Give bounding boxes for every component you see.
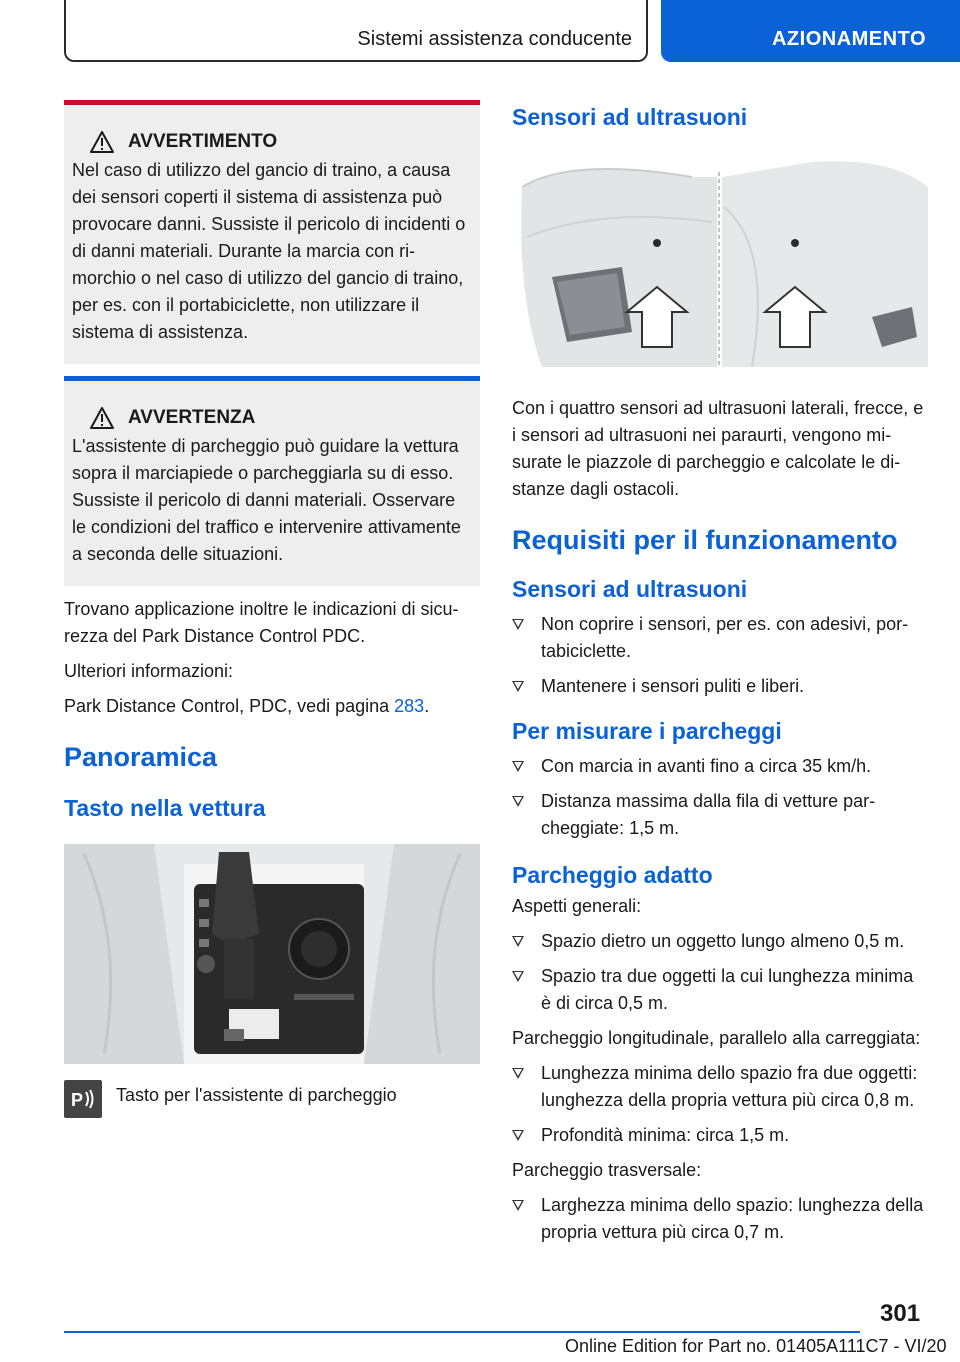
triangle-bullet-icon	[512, 796, 524, 807]
svg-text:P: P	[71, 1090, 84, 1110]
parallel-list	[512, 1060, 928, 1149]
right-column	[512, 100, 928, 1246]
header-chapter-tab	[661, 0, 960, 62]
sensors-description: Con i quattro sensori ad ultrasuoni laterali, frecce, e i sensori ad ultrasuoni nei paraurti, vengono misurate le piazzole di parcheggio e calcolate le distanze dagli ostacoli.	[512, 398, 924, 499]
list-item	[512, 928, 928, 955]
edition-info: Online Edition for Part no. 01405A111C7 - VI/20	[565, 1336, 947, 1356]
sensors-list	[512, 611, 928, 700]
triangle-bullet-icon	[512, 761, 524, 772]
header-section-tab	[64, 0, 648, 62]
car-sensors-image	[512, 147, 928, 367]
notice-box-blue	[64, 376, 480, 586]
requirements-heading: Requisiti per il funzionamento	[512, 525, 898, 555]
list-item-text: Mantenere i sensori puliti e liberi.	[541, 676, 805, 696]
more-info-label: Ulteriori informazioni:	[64, 661, 234, 681]
header-chapter-title: AZIONAMENTO	[771, 28, 926, 50]
warning-box-red	[64, 100, 480, 364]
notice-title-row	[72, 407, 470, 429]
warning-triangle-icon	[90, 131, 114, 153]
center-console-illustration	[64, 844, 480, 1064]
list-item-text: Larghezza minima dello spazio: lunghezza della propria vettura più circa 0,7 m.	[541, 1195, 924, 1242]
list-item-text: Profondità minima: circa 1,5 m.	[541, 1125, 790, 1145]
list-item	[512, 788, 928, 842]
page-number: 301	[880, 1300, 921, 1327]
park-assist-icon	[64, 1080, 102, 1118]
measure-heading: Per misurare i parcheggi	[512, 718, 782, 744]
general-label: Aspetti generali:	[512, 896, 642, 916]
list-item-text: Non coprire i sensori, per es. con adesivi, portabiciclette.	[541, 614, 909, 661]
car-sensors-illustration	[512, 147, 928, 367]
list-item	[512, 963, 928, 1017]
sensors-heading: Sensori ad ultrasuoni	[512, 104, 748, 130]
list-item-text: Spazio tra due oggetti la cui lunghezza minima è di circa 0,5 m.	[541, 966, 914, 1013]
list-item	[512, 753, 928, 780]
general-list	[512, 928, 928, 1017]
list-item	[512, 611, 928, 665]
overview-heading: Panoramica	[64, 742, 218, 772]
triangle-bullet-icon	[512, 619, 524, 630]
header-section-title: Sistemi assistenza conducente	[357, 28, 632, 50]
notice-text: L'assistente di parcheggio può guidare la vettura sopra il marciapiede o parcheggiarla su di esso. Sussiste il pericolo di danni materiali. Osservare le condizioni del traffico e intervenire attivamente a seconda delle situazioni.	[72, 436, 461, 564]
list-item	[512, 1060, 928, 1114]
triangle-bullet-icon	[512, 681, 524, 692]
list-item-text: Con marcia in avanti fino a circa 35 km/h.	[541, 756, 872, 776]
triangle-bullet-icon	[512, 936, 524, 947]
list-item	[512, 1122, 928, 1149]
list-item	[512, 673, 928, 700]
footer-divider	[64, 1331, 860, 1333]
left-column	[64, 100, 480, 1118]
warning-title-row	[72, 131, 470, 153]
perpendicular-list	[512, 1192, 928, 1246]
triangle-bullet-icon	[512, 1130, 524, 1141]
warning-text: Nel caso di utilizzo del gancio di traino, a causa dei sensori coperti il sistema di assistenza può provocare danni. Sussiste il pericolo di incidenti o di danni materiali. Durante la marcia con rimorchio o nel caso di utilizzo del gancio di traino, per es. con il portabiciclette, non utilizzare il sistema di assistenza.	[72, 160, 466, 342]
parallel-label: Parcheggio longitudinale, parallelo alla carreggiata:	[512, 1028, 921, 1048]
pdc-reference	[64, 693, 480, 720]
list-item-text: Distanza massima dalla fila di vetture parcheggiate: 1,5 m.	[541, 791, 876, 838]
list-item-text: Spazio dietro un oggetto lungo almeno 0,5 m.	[541, 931, 905, 951]
warning-title: AVVERTIMENTO	[128, 131, 278, 152]
caption-text: Tasto per l'assistente di parcheggio	[116, 1085, 397, 1105]
measure-list	[512, 753, 928, 842]
warning-triangle-icon	[90, 407, 114, 429]
triangle-bullet-icon	[512, 971, 524, 982]
perpendicular-label: Parcheggio trasversale:	[512, 1160, 702, 1180]
intro-paragraph: Trovano applicazione inoltre le indicazioni di sicurezza del Park Distance Control PDC.	[64, 599, 459, 646]
triangle-bullet-icon	[512, 1200, 524, 1211]
page-link-283[interactable]: 283	[394, 696, 425, 716]
image-caption	[64, 1080, 480, 1118]
suitable-heading: Parcheggio adatto	[512, 862, 713, 888]
pdc-reference-suffix: .	[424, 696, 430, 716]
button-heading: Tasto nella vettura	[64, 795, 266, 821]
list-item	[512, 1192, 928, 1246]
pdc-reference-text: Park Distance Control, PDC, vedi pagina	[64, 696, 395, 716]
req-sensors-heading: Sensori ad ultrasuoni	[512, 576, 748, 602]
list-item-text: Lunghezza minima dello spazio fra due oggetti: lunghezza della propria vettura più circa 0,8 m.	[541, 1063, 918, 1110]
notice-title: AVVERTENZA	[128, 407, 256, 428]
center-console-image	[64, 844, 480, 1064]
triangle-bullet-icon	[512, 1068, 524, 1079]
